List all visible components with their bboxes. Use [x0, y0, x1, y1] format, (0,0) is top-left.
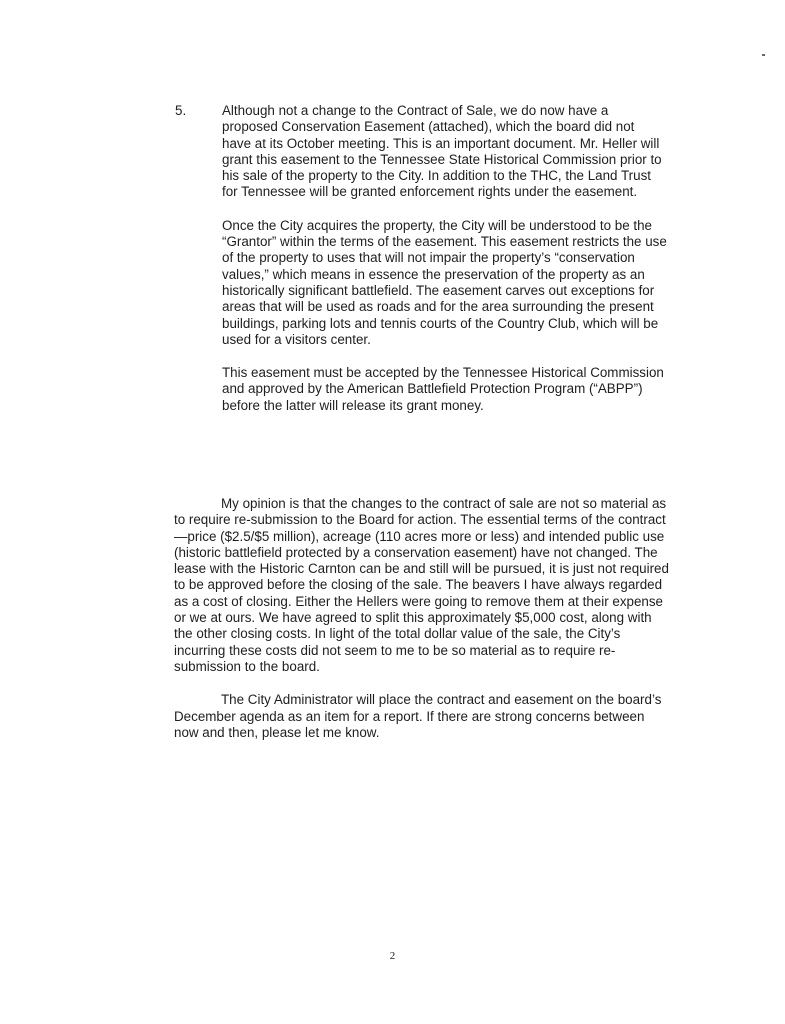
- item-5-paragraph-1: Although not a change to the Contract of Sale, we do now have a proposed Conservation Easement (attached), which the board did not have at its October meeting. This is an important document. Mr. Heller will grant this easement to the Tennessee State Historical Commission prior to his sale of the property to the City. In addition to the THC, the Land Trust for Tennessee will be granted enforcement rights under the easement.: [222, 103, 662, 200]
- item-5-paragraph-2: Once the City acquires the property, the City will be understood to be the “Grantor” within the terms of the easement. This easement restricts the use of the property to uses that will not impair the property’s “conservation values,” which means in essence the preservation of the property as an historically significant battlefield. The easement carves out exceptions for areas that will be used as roads and for the area surrounding the present buildings, parking lots and tennis courts of the Country Club, which will be used for a visitors center.: [222, 217, 667, 347]
- numbered-item-5: [175, 103, 667, 431]
- scan-speck: [762, 54, 765, 56]
- body-text: [174, 496, 671, 758]
- closing-paragraph: The City Administrator will place the contract and easement on the board’s December agenda as an item for a report. If there are strong concerns between now and then, please let me know.: [174, 692, 662, 740]
- page-number: 2: [389, 950, 396, 962]
- item-5-content: [222, 103, 667, 414]
- opinion-paragraph: My opinion is that the changes to the contract of sale are not so material as to require re-submission to the Board for action. The essential terms of the contract—price ($2.5/$5 million), acreage (110 acres more or less) and intended public use (historic battlefield protected by a conservation easement) have not changed. The lease with the Historic Carnton can be and still will be pursued, it is just not required to be approved before the closing of the sale. The beavers I have always regarded as a cost of closing. Either the Hellers were going to remove them at their expense or we at ours. We have agreed to split this approximately $5,000 cost, along with the other closing costs. In light of the total dollar value of the sale, the City’s incurring these costs did not seem to me to be so material as to require re-submission to the board.: [174, 496, 669, 674]
- item-5-paragraph-3: This easement must be accepted by the Tennessee Historical Commission and approved by the American Battlefield Protection Program (“ABPP”) before the latter will release its grant money.: [222, 365, 664, 413]
- item-number: 5.: [175, 103, 187, 118]
